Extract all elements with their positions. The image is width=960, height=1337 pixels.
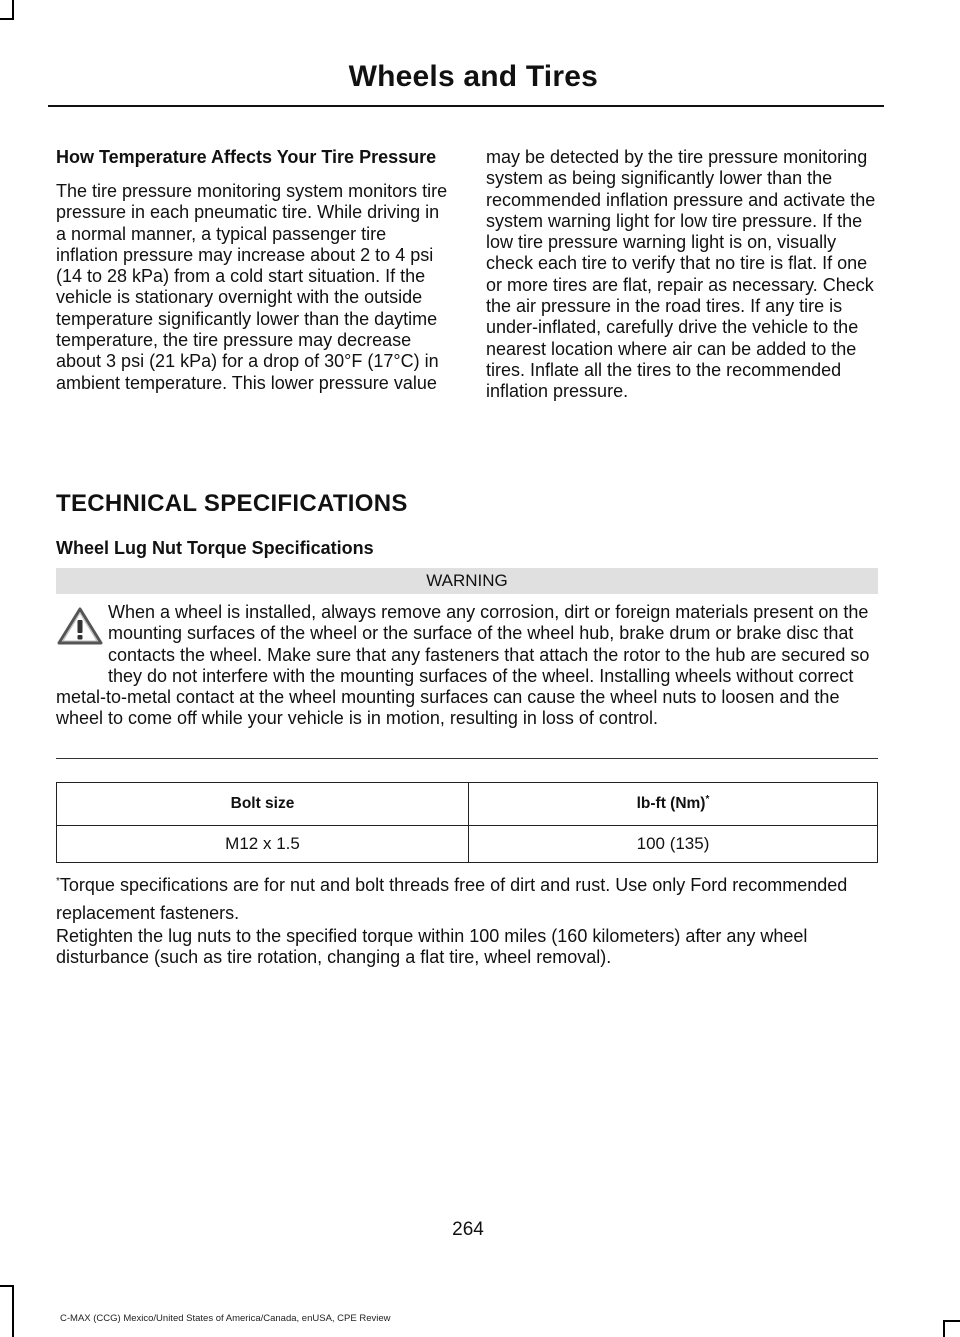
table-header-torque-label: lb-ft (Nm): [636, 795, 706, 813]
page-header-title: Wheels and Tires: [348, 60, 598, 93]
temperature-paragraph-right: may be detected by the tire pressure monitoring system as being significantly lower than the recommended inflation pressure and activate the system warning light for low tire pressure. If the low tire pressure warning light is on, visually check each tire to verify that no tire is flat. If one or more tires are flat, repair as necessary. Check the air pressure in the road tires. If any tire is under-inflated, carefully drive the vehicle to the nearest location where air can be added to the tires. Inflate all the tires to the recommended inflation pressure.: [486, 147, 876, 402]
footnote-marker: *: [56, 876, 60, 887]
footer-document-info: C-MAX (CCG) Mexico/United States of America/Canada, enUSA, CPE Review: [60, 1313, 391, 1324]
header-rule: [48, 105, 884, 107]
temperature-paragraph-left: The tire pressure monitoring system monitors tire pressure in each pneumatic tire. While driving in a normal manner, a typical passenger tire inflation pressure may increase about 2 to 4 psi (14 to 28 kPa) from a cold start situation. If the vehicle is stationary overnight with the outside temperature significantly lower than the daytime temperature, the tire pressure may decrease about 3 psi (21 kPa) for a drop of 30°F (17°C) in ambient temperature. This lower pressure value: [56, 181, 448, 393]
table-cell-torque: 100 (135): [469, 826, 878, 863]
warning-label-bar: WARNING: [56, 568, 878, 594]
warning-bottom-rule: [56, 758, 878, 759]
table-header-footnote-marker: *: [705, 794, 710, 806]
table-row: [57, 826, 878, 863]
table-header-bolt-size: Bolt size: [57, 783, 469, 826]
crop-mark-bottom-right-h: [943, 1320, 960, 1322]
warning-text: When a wheel is installed, always remove any corrosion, dirt or foreign materials present on the mounting surfaces of the wheel or the surface of the wheel hub, brake drum or brake disc that contacts the wheel. Make sure that any fasteners that attach the rotor to the hub are secured so they do not interfere with the mounting surfaces of the wheel. Installing wheels without correct metal-to-metal contact at the wheel mounting surfaces can cause the wheel nuts to loosen and the wheel to come off while your vehicle is in motion, resulting in loss of control.: [56, 602, 870, 729]
page-number: 264: [452, 1219, 484, 1240]
table-header-torque: [469, 783, 878, 826]
left-column: [56, 146, 448, 394]
crop-mark-bottom-left-v: [12, 1285, 14, 1337]
crop-mark-top-left-v: [12, 0, 14, 20]
torque-spec-table: [56, 782, 878, 863]
footnote-text: Torque specifications are for nut and bolt threads free of dirt and rust. Use only Ford recommended replacement fasteners.: [56, 875, 848, 923]
temperature-heading: How Temperature Affects Your Tire Pressure: [56, 147, 437, 167]
crop-mark-bottom-right-v: [943, 1320, 945, 1337]
crop-mark-bottom-left-h: [0, 1285, 14, 1287]
table-cell-bolt-size: M12 x 1.5: [57, 826, 469, 863]
table-header-row: [57, 783, 878, 826]
crop-mark-top-left-h: [0, 18, 14, 20]
table-footnote: [56, 868, 880, 927]
right-column: [486, 146, 880, 403]
lug-nut-torque-heading: Wheel Lug Nut Torque Specifications: [56, 538, 374, 558]
retighten-note: Retighten the lug nuts to the specified torque within 100 miles (160 kilometers) after any wheel disturbance (such as tire rotation, changing a flat tire, wheel removal).: [56, 926, 808, 968]
technical-specifications-heading: TECHNICAL SPECIFICATIONS: [56, 490, 408, 517]
